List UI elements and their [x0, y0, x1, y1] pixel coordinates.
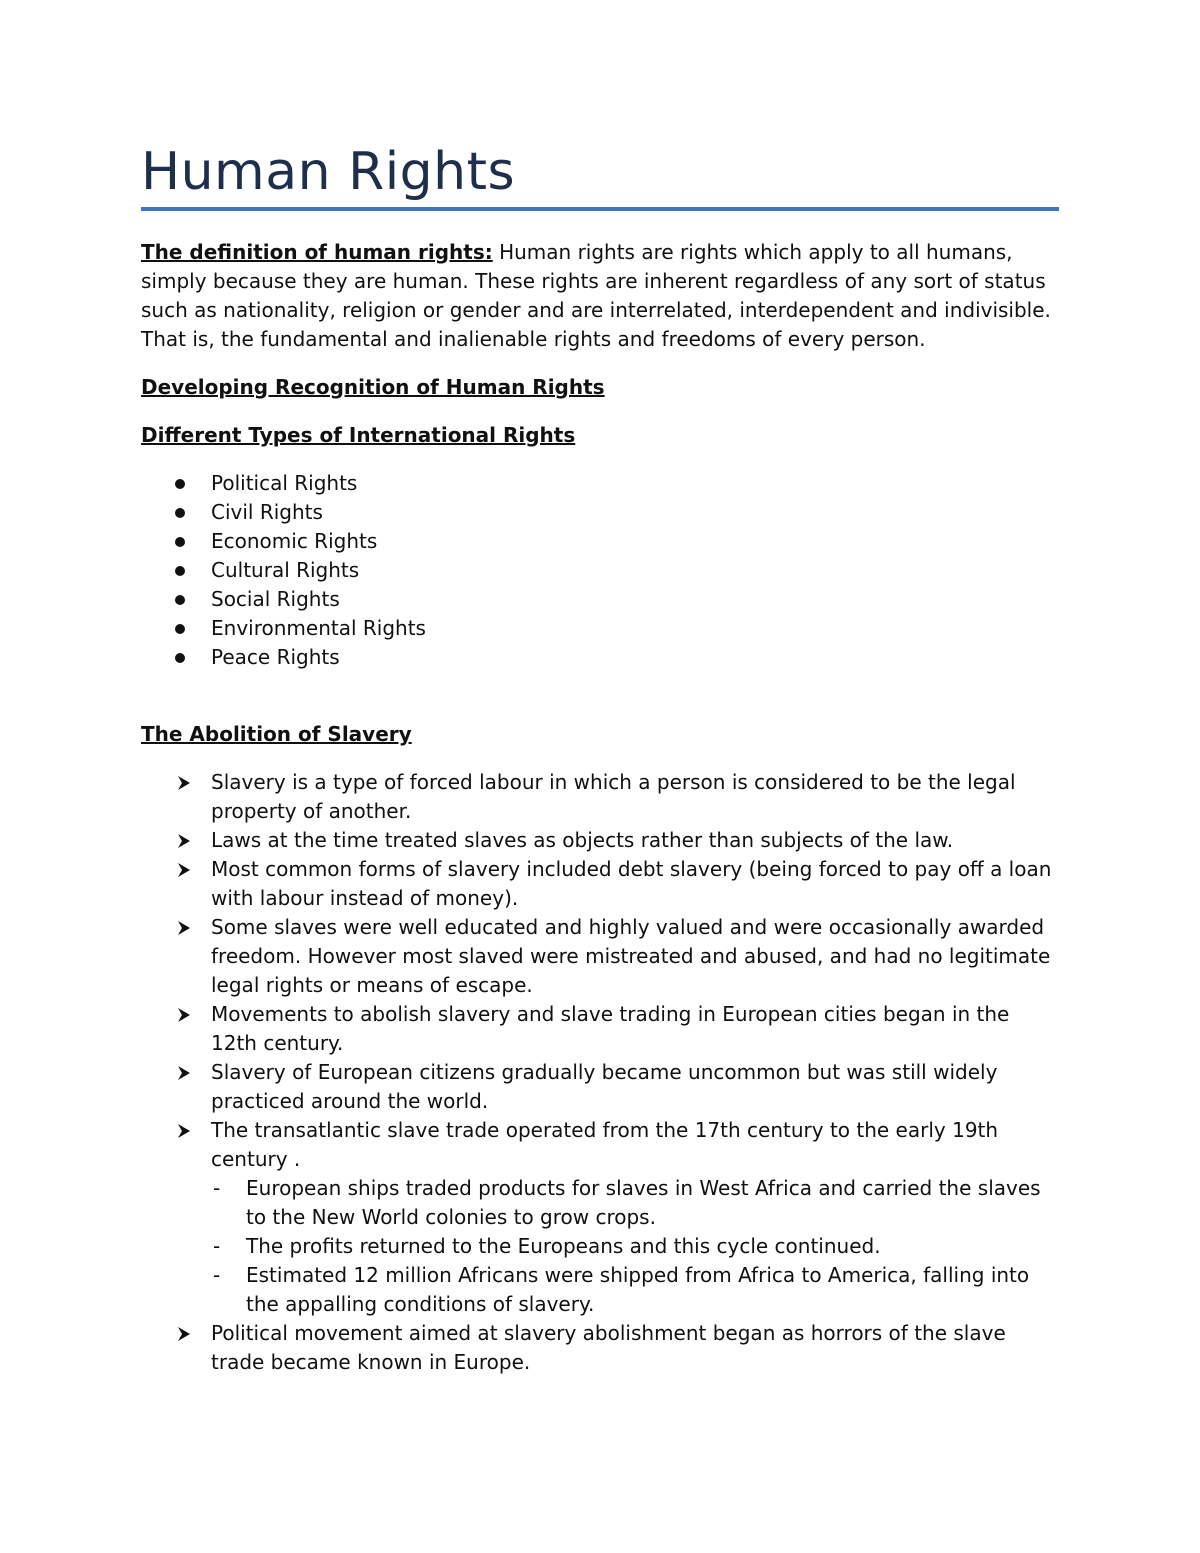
list-item: The transatlantic slave trade operated from the 17th century to the early 19th century . - European ships traded products for slaves in West Africa and carried the slaves to the New World colonies to grow crops. - The profits returned to the Europeans and this cycle continued. - Estimated 12 million Africans were shipped from Africa to America, falling into the appalling conditions of slavery. [141, 1116, 1059, 1319]
list-item: - Estimated 12 million Africans were shipped from Africa to America, falling into the appalling conditions of slavery. [213, 1263, 1030, 1316]
definition-paragraph [141, 238, 1059, 354]
list-item: Environmental Rights [141, 614, 1059, 643]
arrow-bullet-icon [175, 1006, 193, 1024]
arrow-bullet-icon [175, 919, 193, 937]
bullet-dot-icon [175, 479, 185, 489]
list-item: Peace Rights [141, 643, 1059, 672]
bullet-dot-icon [175, 566, 185, 576]
list-item: Movements to abolish slavery and slave trading in European cities began in the 12th century. [141, 1000, 1059, 1058]
title-underline-rule [141, 207, 1059, 211]
list-item: Slavery of European citizens gradually became uncommon but was still widely practiced around the world. [141, 1058, 1059, 1116]
dash-bullet: - [213, 1234, 221, 1258]
heading-slavery: The Abolition of Slavery [141, 722, 412, 746]
rights-types-list [141, 469, 1059, 672]
list-item: Cultural Rights [141, 556, 1059, 585]
list-item: Laws at the time treated slaves as objects rather than subjects of the law. [141, 826, 1059, 855]
slavery-points-list [141, 768, 1059, 1377]
list-item: - The profits returned to the Europeans and this cycle continued. [211, 1232, 1059, 1261]
arrow-bullet-icon [175, 774, 193, 792]
heading-types: Different Types of International Rights [141, 423, 576, 447]
bullet-dot-icon [175, 595, 185, 605]
list-item: Slavery is a type of forced labour in which a person is considered to be the legal property of another. [141, 768, 1059, 826]
arrow-bullet-icon [175, 1064, 193, 1082]
bullet-dot-icon [175, 624, 185, 634]
list-item: Social Rights [141, 585, 1059, 614]
bullet-dot-icon [175, 537, 185, 547]
list-item: Some slaves were well educated and highly valued and were occasionally awarded freedom. However most slaved were mistreated and abused, and had no legitimate legal rights or means of escape. [141, 913, 1059, 1000]
definition-text: Human rights are rights which apply to all humans, simply because they are human. These rights are inherent regardless of any sort of status such as nationality, religion or gender and are interrelated, interdependent and indivisible. That is, the fundamental and inalienable rights and freedoms of every person. [141, 240, 1051, 351]
list-item: Economic Rights [141, 527, 1059, 556]
heading-recognition: Developing Recognition of Human Rights [141, 375, 605, 399]
definition-label: The definition of human rights: [141, 240, 493, 264]
arrow-bullet-icon [175, 861, 193, 879]
list-item: - European ships traded products for slaves in West Africa and carried the slaves to the New World colonies to grow crops. [213, 1176, 1041, 1229]
bullet-dot-icon [175, 508, 185, 518]
list-item: Political Rights [141, 469, 1059, 498]
page-title: Human Rights [141, 142, 516, 202]
list-item: Most common forms of slavery included debt slavery (being forced to pay off a loan with labour instead of money). [141, 855, 1059, 913]
document-body [141, 238, 1059, 1377]
arrow-bullet-icon [175, 832, 193, 850]
list-item: Civil Rights [141, 498, 1059, 527]
transatlantic-subpoints-list [211, 1174, 1059, 1319]
dash-bullet: - [213, 1263, 221, 1287]
arrow-bullet-icon [175, 1122, 193, 1140]
dash-bullet: - [213, 1176, 221, 1200]
bullet-dot-icon [175, 653, 185, 663]
list-item: Political movement aimed at slavery abolishment began as horrors of the slave trade became known in Europe. [141, 1319, 1059, 1377]
arrow-bullet-icon [175, 1325, 193, 1343]
